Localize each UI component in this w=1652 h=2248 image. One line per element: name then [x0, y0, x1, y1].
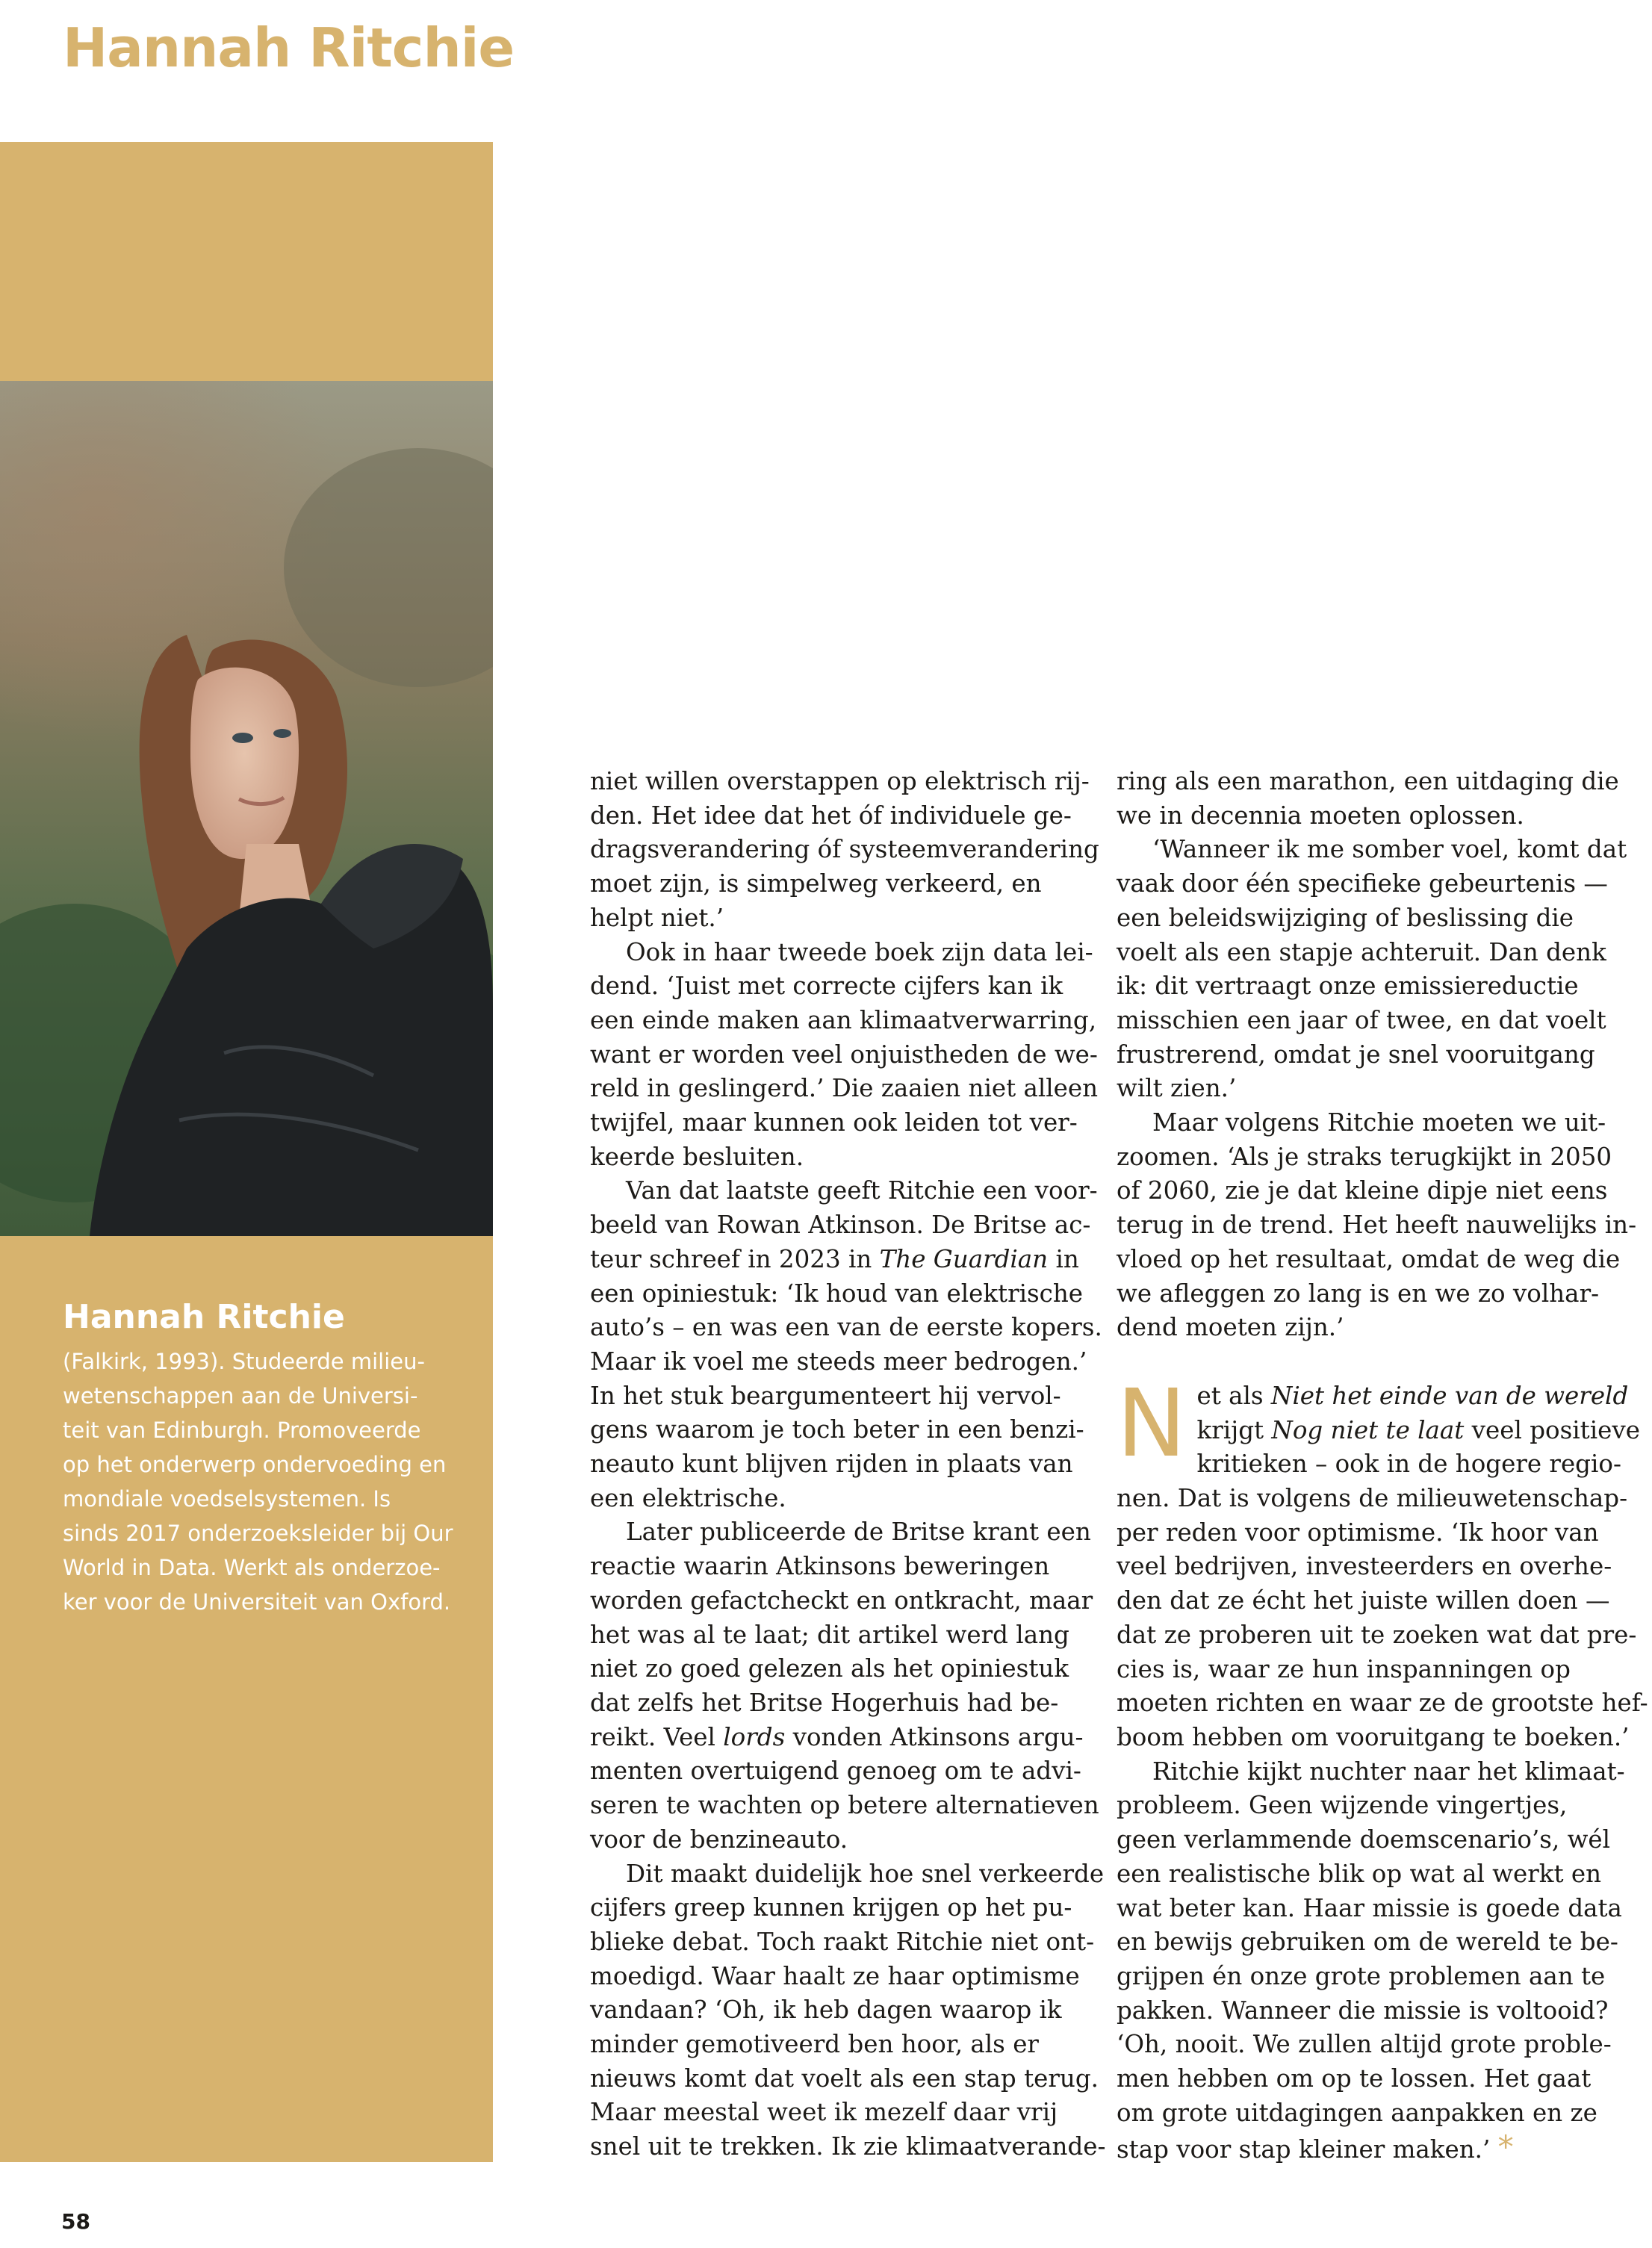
text-line: cijfers greep kunnen krijgen op het pu- — [590, 1893, 1072, 1922]
text-line: vaak door één specifieke gebeurtenis — — [1117, 869, 1608, 898]
publication-title: The Guardian — [879, 1244, 1049, 1273]
text-line: den dat ze écht het juiste willen doen — — [1117, 1586, 1610, 1615]
text-line: dragsverandering óf systeemverandering — [590, 835, 1099, 864]
text-fragment: reikt. Veel — [590, 1722, 724, 1751]
text-line: moet zijn, is simpelweg verkeerd, en — [590, 869, 1042, 898]
text-line: een elektrische. — [590, 1483, 786, 1512]
text-line: om grote uitdagingen aanpakken en ze — [1117, 2098, 1597, 2127]
text-line: Ritchie kijkt nuchter naar het klimaat- — [1152, 1757, 1625, 1786]
text-line: dend. ‘Juist met correcte cijfers kan ik — [590, 972, 1063, 1001]
text-line: twijfel, maar kunnen ook leiden tot ver- — [590, 1108, 1078, 1137]
text-line: menten overtuigend genoeg om te advi- — [590, 1757, 1081, 1786]
bio-text — [63, 1344, 466, 1619]
text-line: In het stuk beargumenteert hij vervol- — [590, 1381, 1061, 1410]
text-line: moeten richten en waar ze de grootste hef- — [1117, 1689, 1648, 1718]
text-line: auto’s – en was een van de eerste kopers. — [590, 1313, 1102, 1342]
text-line: per reden voor optimisme. ‘Ik hoor van — [1117, 1518, 1599, 1547]
text-line: voor de benzineauto. — [590, 1825, 848, 1854]
paragraph — [590, 765, 1099, 936]
page-number: 58 — [61, 2209, 90, 2234]
text-line: frustrerend, omdat je snel vooruitgang — [1117, 1040, 1595, 1069]
gold-panel-top — [0, 142, 493, 381]
text-line: dend moeten zijn.’ — [1117, 1313, 1344, 1342]
text-fragment: stap voor stap kleiner maken.’ — [1117, 2135, 1491, 2164]
text-line: ik: dit vertraagt onze emissiereductie — [1117, 972, 1579, 1001]
text-line: kritieken – ook in de hogere regio- — [1196, 1450, 1621, 1479]
bio-line: (Falkirk, 1993). Studeerde milieu- — [63, 1349, 425, 1374]
book-title: Niet het einde van de wereld — [1270, 1381, 1629, 1410]
text-line: misschien een jaar of twee, en dat voelt — [1117, 1005, 1606, 1034]
bio-name: Hannah Ritchie — [63, 1298, 345, 1336]
text-line: Later publiceerde de Britse krant een — [626, 1518, 1091, 1547]
text-line: ‘Wanneer ik me somber voel, komt dat — [1152, 835, 1627, 864]
text-line: grijpen én onze grote problemen aan te — [1117, 1961, 1606, 1990]
text-fragment: in — [1048, 1244, 1079, 1273]
text-line — [1117, 1379, 1639, 1414]
text-line: Maar ik voel me steeds meer bedrogen.’ — [590, 1347, 1087, 1376]
text-line: neauto kunt blijven rijden in plaats van — [590, 1450, 1073, 1479]
text-line: Maar meestal weet ik mezelf daar vrij — [590, 2098, 1058, 2127]
text-line: wat beter kan. Haar missie is goede data — [1117, 1893, 1622, 1922]
text-line: een beleidswijziging of beslissing die — [1117, 903, 1574, 932]
text-line: een opiniestuk: ‘Ik houd van elektrische — [590, 1279, 1084, 1308]
bio-line: ker voor de Universiteit van Oxford. — [63, 1589, 451, 1615]
text-line: moedigd. Waar haalt ze haar optimisme — [590, 1961, 1080, 1990]
text-line: vandaan? ‘Oh, ik heb dagen waarop ik — [590, 1996, 1062, 2025]
bio-line: World in Data. Werkt als onderzoe- — [63, 1555, 441, 1580]
text-line: reactie waarin Atkinsons beweringen — [590, 1552, 1050, 1581]
text-fragment: et als — [1196, 1381, 1271, 1410]
text-line — [1117, 2130, 1639, 2167]
text-line: seren te wachten op betere alternatieven — [590, 1791, 1099, 1820]
text-line: wilt zien.’ — [1117, 1074, 1237, 1103]
text-line: we afleggen zo lang is en we zo volhar- — [1117, 1279, 1600, 1308]
text-line: vloed op het resultaat, omdat de weg die — [1117, 1244, 1621, 1273]
article-column-1 — [590, 765, 1106, 2164]
text-line: of 2060, zie je dat kleine dipje niet eens — [1117, 1176, 1608, 1205]
text-fragment: teur schreef in 2023 in — [590, 1244, 880, 1273]
text-line: we in decennia moeten oplossen. — [1117, 801, 1524, 830]
text-line: niet willen overstappen op elektrisch rij- — [590, 767, 1090, 795]
article-column-2 — [1117, 765, 1648, 2167]
text-line: pakken. Wanneer die missie is voltooid? — [1117, 1996, 1609, 2025]
text-line: terug in de trend. Het heeft nauwelijks in- — [1117, 1211, 1637, 1240]
text-fragment: veel positieve — [1464, 1415, 1640, 1444]
paragraph — [1117, 833, 1639, 1106]
text-line: ‘Oh, nooit. We zullen altijd grote proble- — [1117, 2030, 1612, 2059]
paragraph — [590, 936, 1099, 1175]
paragraph — [590, 1857, 1106, 2164]
drop-cap: N — [1117, 1369, 1187, 1478]
text-line: zoomen. ‘Als je straks terugkijkt in 2050 — [1117, 1142, 1612, 1171]
text-line: niet zo goed gelezen als het opiniestuk — [590, 1654, 1069, 1683]
text-line: ring als een marathon, een uitdaging die — [1117, 767, 1619, 795]
end-mark-icon: * — [1497, 2129, 1514, 2166]
text-line: worden gefactcheckt en ontkracht, maar — [590, 1586, 1093, 1615]
text-line: Maar volgens Ritchie moeten we uit- — [1152, 1108, 1606, 1137]
portrait-photo — [0, 381, 493, 1236]
paragraph — [1117, 1106, 1639, 1345]
text-line: nen. Dat is volgens de milieuwetenschap- — [1117, 1484, 1628, 1513]
text-line: snel uit te trekken. Ik zie klimaatverande- — [590, 2132, 1106, 2161]
portrait-illustration — [0, 381, 493, 1236]
text-line: want er worden veel onjuistheden de we- — [590, 1040, 1098, 1069]
text-fragment: vonden Atkinsons argu- — [785, 1722, 1084, 1751]
book-title: Nog niet te laat — [1271, 1415, 1465, 1444]
text-line: een realistische blik op wat al werkt en — [1117, 1859, 1602, 1888]
text-line: blieke debat. Toch raakt Ritchie niet ont- — [590, 1927, 1095, 1956]
page-title: Hannah Ritchie — [63, 16, 515, 79]
text-line: geen verlammende doemscenario’s, wél — [1117, 1825, 1611, 1854]
text-line: reld in geslingerd.’ Die zaaien niet alleen — [590, 1074, 1099, 1103]
text-line: helpt niet.’ — [590, 903, 724, 932]
text-line: den. Het idee dat het óf individuele ge- — [590, 801, 1072, 830]
text-fragment: krijgt — [1196, 1415, 1272, 1444]
paragraph — [1117, 765, 1639, 833]
text-line: beeld van Rowan Atkinson. De Britse ac- — [590, 1211, 1091, 1240]
paragraph — [1117, 1755, 1639, 2167]
paragraph — [590, 1515, 1099, 1857]
text-line — [590, 1243, 1090, 1277]
text-line: cies is, waar ze hun inspanningen op — [1117, 1654, 1571, 1683]
text-line: keerde besluiten. — [590, 1142, 804, 1171]
text-line: dat zelfs het Britse Hogerhuis had be- — [590, 1688, 1059, 1717]
emphasis: lords — [723, 1722, 786, 1751]
section-spacer — [1117, 1345, 1639, 1379]
text-line: men hebben om op te lossen. Het gaat — [1117, 2064, 1592, 2093]
text-line: gens waarom je toch beter in een benzi- — [590, 1415, 1084, 1444]
text-line: een einde maken aan klimaatverwarring, — [590, 1005, 1097, 1034]
paragraph — [1117, 1369, 1648, 1755]
text-line: probleem. Geen wijzende vingertjes, — [1117, 1791, 1568, 1820]
bio-line: sinds 2017 onderzoeksleider bij Our — [63, 1521, 453, 1546]
bio-line: teit van Edinburgh. Promoveerde — [63, 1418, 421, 1443]
text-line: boom hebben om vooruitgang te boeken.’ — [1117, 1722, 1630, 1751]
text-line: Ook in haar tweede boek zijn data lei- — [626, 937, 1093, 966]
text-line: het was al te laat; dit artikel werd lang — [590, 1620, 1069, 1649]
bio-line: op het onderwerp ondervoeding en — [63, 1452, 447, 1477]
text-line: en bewijs gebruiken om de wereld te be- — [1117, 1928, 1618, 1957]
bio-line: mondiale voedselsystemen. Is — [63, 1486, 391, 1512]
text-line: dat ze proberen uit te zoeken wat dat pre- — [1117, 1620, 1637, 1649]
bio-line: wetenschappen aan de Universi- — [63, 1383, 418, 1409]
text-line — [1117, 1414, 1639, 1448]
text-line: minder gemotiveerd ben hoor, als er — [590, 2030, 1039, 2059]
text-line — [590, 1721, 1090, 1755]
text-line: voelt als een stapje achteruit. Dan denk — [1117, 937, 1606, 966]
text-line: Dit maakt duidelijk hoe snel verkeerde — [626, 1859, 1105, 1888]
paragraph — [590, 1174, 1102, 1515]
text-line: Van dat laatste geeft Ritchie een voor- — [626, 1176, 1098, 1205]
text-line: nieuws komt dat voelt als een stap terug. — [590, 2064, 1099, 2093]
text-line: veel bedrijven, investeerders en overhe- — [1117, 1552, 1612, 1581]
